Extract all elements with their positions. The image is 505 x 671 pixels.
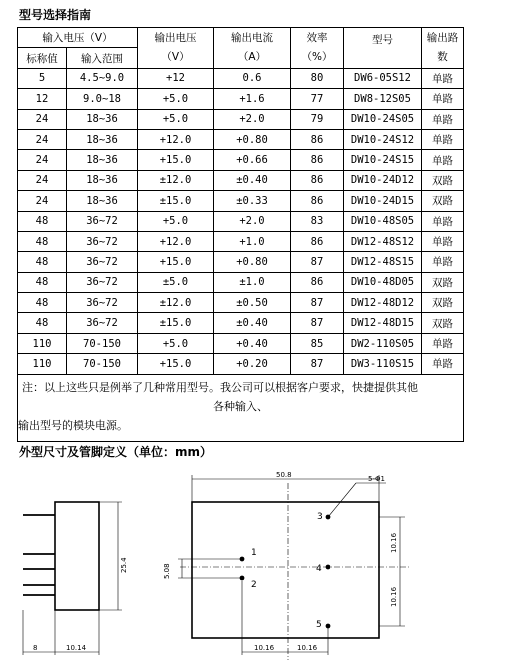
nominal-cell: 24 [18, 170, 67, 190]
nominal-header: 标称值 [18, 48, 67, 68]
table-row [18, 191, 464, 211]
nominal-cell: 110 [18, 354, 67, 374]
output-voltage-cell: ±12.0 [138, 170, 214, 190]
pin-5-hole [326, 624, 331, 629]
output-current-cell: +2.0 [214, 211, 291, 231]
output-current-cell: ±0.50 [214, 293, 291, 313]
efficiency-cell: 86 [291, 170, 344, 190]
efficiency-cell: 86 [291, 191, 344, 211]
channels-cell: 单路 [422, 109, 464, 129]
channels-cell: 单路 [422, 129, 464, 149]
range-cell: 36~72 [67, 231, 138, 251]
dim-height: 25.4 [120, 557, 128, 573]
output-current-cell: ±0.33 [214, 191, 291, 211]
nominal-cell: 24 [18, 109, 67, 129]
dim-bottom-right: 10.16 [297, 644, 318, 652]
range-cell: 36~72 [67, 252, 138, 272]
channels-header: 输出路数 [422, 28, 464, 69]
table-row [18, 252, 464, 272]
output-current-cell: +0.80 [214, 252, 291, 272]
efficiency-cell: 77 [291, 89, 344, 109]
range-cell: 4.5~9.0 [67, 68, 138, 88]
output-current-header: 输出电流 （A） [214, 28, 291, 69]
output-current-cell: 0.6 [214, 68, 291, 88]
model-cell: DW12-48S12 [344, 231, 422, 251]
model-cell: DW8-12S05 [344, 89, 422, 109]
channels-cell: 单路 [422, 211, 464, 231]
range-cell: 18~36 [67, 170, 138, 190]
dim-total-width: 50.8 [276, 471, 292, 479]
table-row [18, 170, 464, 190]
table-row [18, 354, 464, 374]
table-row [18, 313, 464, 333]
pin-label-3: 3 [317, 512, 323, 522]
model-selection-table [17, 27, 464, 442]
channels-cell: 单路 [422, 333, 464, 353]
note-line-2: 各种输入、 [213, 399, 268, 413]
model-cell: DW10-24S12 [344, 129, 422, 149]
nominal-cell: 24 [18, 150, 67, 170]
nominal-cell: 24 [18, 129, 67, 149]
model-cell: DW10-48S05 [344, 211, 422, 231]
table-row [18, 293, 464, 313]
dim-bottom-left: 10.16 [254, 644, 275, 652]
table-row [18, 333, 464, 353]
efficiency-cell: 86 [291, 150, 344, 170]
output-voltage-header: 输出电压 （V） [138, 28, 214, 69]
output-voltage-cell: +12 [138, 68, 214, 88]
dim-side-body: 10.14 [66, 644, 87, 652]
drawing-title: 外型尺寸及管脚定义（单位：mm） [19, 445, 213, 459]
range-cell: 18~36 [67, 129, 138, 149]
channels-cell: 双路 [422, 272, 464, 292]
dim-side-pin: 8 [33, 644, 38, 652]
output-voltage-cell: +5.0 [138, 211, 214, 231]
model-header: 型号 [344, 28, 422, 69]
table-row [18, 211, 464, 231]
table-row [18, 109, 464, 129]
efficiency-cell: 79 [291, 109, 344, 129]
range-cell: 36~72 [67, 313, 138, 333]
model-cell: DW10-24D15 [344, 191, 422, 211]
pin-3-hole [326, 515, 331, 520]
efficiency-cell: 86 [291, 231, 344, 251]
dim-top-half: 10.16 [390, 532, 398, 553]
output-voltage-cell: +5.0 [138, 109, 214, 129]
range-cell: 18~36 [67, 150, 138, 170]
model-cell: DW12-48S15 [344, 252, 422, 272]
dim-pin-gap: 5.08 [163, 563, 171, 579]
header-row-1 [18, 28, 464, 48]
table-row [18, 68, 464, 88]
output-current-cell: +0.40 [214, 333, 291, 353]
table-row [18, 231, 464, 251]
range-cell: 36~72 [67, 272, 138, 292]
channels-cell: 单路 [422, 150, 464, 170]
note-row [18, 374, 464, 441]
pin-2-hole [240, 576, 245, 581]
model-cell: DW3-110S15 [344, 354, 422, 374]
pin-label-5: 5 [316, 620, 322, 630]
range-cell: 18~36 [67, 109, 138, 129]
nominal-cell: 48 [18, 231, 67, 251]
output-current-cell: +0.66 [214, 150, 291, 170]
channels-cell: 双路 [422, 191, 464, 211]
output-current-cell: +2.0 [214, 109, 291, 129]
nominal-cell: 12 [18, 89, 67, 109]
range-cell: 36~72 [67, 293, 138, 313]
nominal-cell: 48 [18, 293, 67, 313]
table-row [18, 272, 464, 292]
model-cell: DW2-110S05 [344, 333, 422, 353]
range-cell: 70-150 [67, 354, 138, 374]
efficiency-cell: 87 [291, 252, 344, 272]
pin-label-2: 2 [251, 580, 257, 590]
efficiency-cell: 87 [291, 313, 344, 333]
pin-1-hole [240, 557, 245, 562]
nominal-cell: 48 [18, 252, 67, 272]
range-cell: 36~72 [67, 211, 138, 231]
efficiency-cell: 87 [291, 354, 344, 374]
range-cell: 18~36 [67, 191, 138, 211]
output-voltage-cell: +15.0 [138, 252, 214, 272]
model-cell: DW12-48D15 [344, 313, 422, 333]
dim-bottom-half: 10.16 [390, 586, 398, 607]
efficiency-cell: 80 [291, 68, 344, 88]
range-header: 输入范围 [67, 48, 138, 68]
nominal-cell: 5 [18, 68, 67, 88]
output-voltage-cell: ±5.0 [138, 272, 214, 292]
efficiency-cell: 86 [291, 272, 344, 292]
output-voltage-cell: ±12.0 [138, 293, 214, 313]
channels-cell: 单路 [422, 252, 464, 272]
table-row [18, 129, 464, 149]
output-current-cell: +1.0 [214, 231, 291, 251]
channels-cell: 双路 [422, 313, 464, 333]
model-cell: DW10-48D05 [344, 272, 422, 292]
output-current-cell: +0.20 [214, 354, 291, 374]
note-line-3: 输出型号的模块电源。 [18, 418, 128, 432]
section-title: 型号选择指南 [19, 8, 92, 22]
table-row [18, 89, 464, 109]
table-row [18, 150, 464, 170]
nominal-cell: 48 [18, 313, 67, 333]
output-current-cell: +1.6 [214, 89, 291, 109]
output-voltage-cell: +5.0 [138, 333, 214, 353]
pin-4-hole [326, 565, 331, 570]
model-cell: DW12-48D12 [344, 293, 422, 313]
output-voltage-cell: +15.0 [138, 150, 214, 170]
efficiency-cell: 86 [291, 129, 344, 149]
range-cell: 9.0~18 [67, 89, 138, 109]
dim-hole: 5-Φ1 [368, 475, 385, 483]
model-cell: DW6-05S12 [344, 68, 422, 88]
nominal-cell: 24 [18, 191, 67, 211]
front-view-body [192, 502, 379, 638]
pin-label-4: 4 [316, 564, 322, 574]
output-voltage-cell: +15.0 [138, 354, 214, 374]
output-current-cell: ±0.40 [214, 313, 291, 333]
dimension-drawing [0, 455, 505, 671]
nominal-cell: 110 [18, 333, 67, 353]
note-line-1: 注：以上这些只是例举了几种常用型号。我公司可以根据客户要求，快捷提供其他 [22, 380, 418, 394]
output-current-cell: ±0.40 [214, 170, 291, 190]
channels-cell: 单路 [422, 354, 464, 374]
model-cell: DW10-24S05 [344, 109, 422, 129]
channels-cell: 单路 [422, 231, 464, 251]
side-view-body [55, 502, 99, 610]
output-voltage-cell: ±15.0 [138, 191, 214, 211]
channels-cell: 单路 [422, 89, 464, 109]
efficiency-cell: 85 [291, 333, 344, 353]
output-voltage-cell: ±15.0 [138, 313, 214, 333]
efficiency-cell: 83 [291, 211, 344, 231]
model-cell: DW10-24D12 [344, 170, 422, 190]
channels-cell: 单路 [422, 68, 464, 88]
channels-cell: 双路 [422, 293, 464, 313]
input-voltage-header: 输入电压（V） [18, 28, 138, 48]
efficiency-cell: 87 [291, 293, 344, 313]
efficiency-header: 效率 （%） [291, 28, 344, 69]
output-voltage-cell: +5.0 [138, 89, 214, 109]
output-current-cell: +0.80 [214, 129, 291, 149]
channels-cell: 双路 [422, 170, 464, 190]
note-cell [18, 374, 464, 441]
pin-label-1: 1 [251, 548, 257, 558]
output-voltage-cell: +12.0 [138, 129, 214, 149]
output-voltage-cell: +12.0 [138, 231, 214, 251]
nominal-cell: 48 [18, 211, 67, 231]
range-cell: 70-150 [67, 333, 138, 353]
output-current-cell: ±1.0 [214, 272, 291, 292]
nominal-cell: 48 [18, 272, 67, 292]
model-cell: DW10-24S15 [344, 150, 422, 170]
